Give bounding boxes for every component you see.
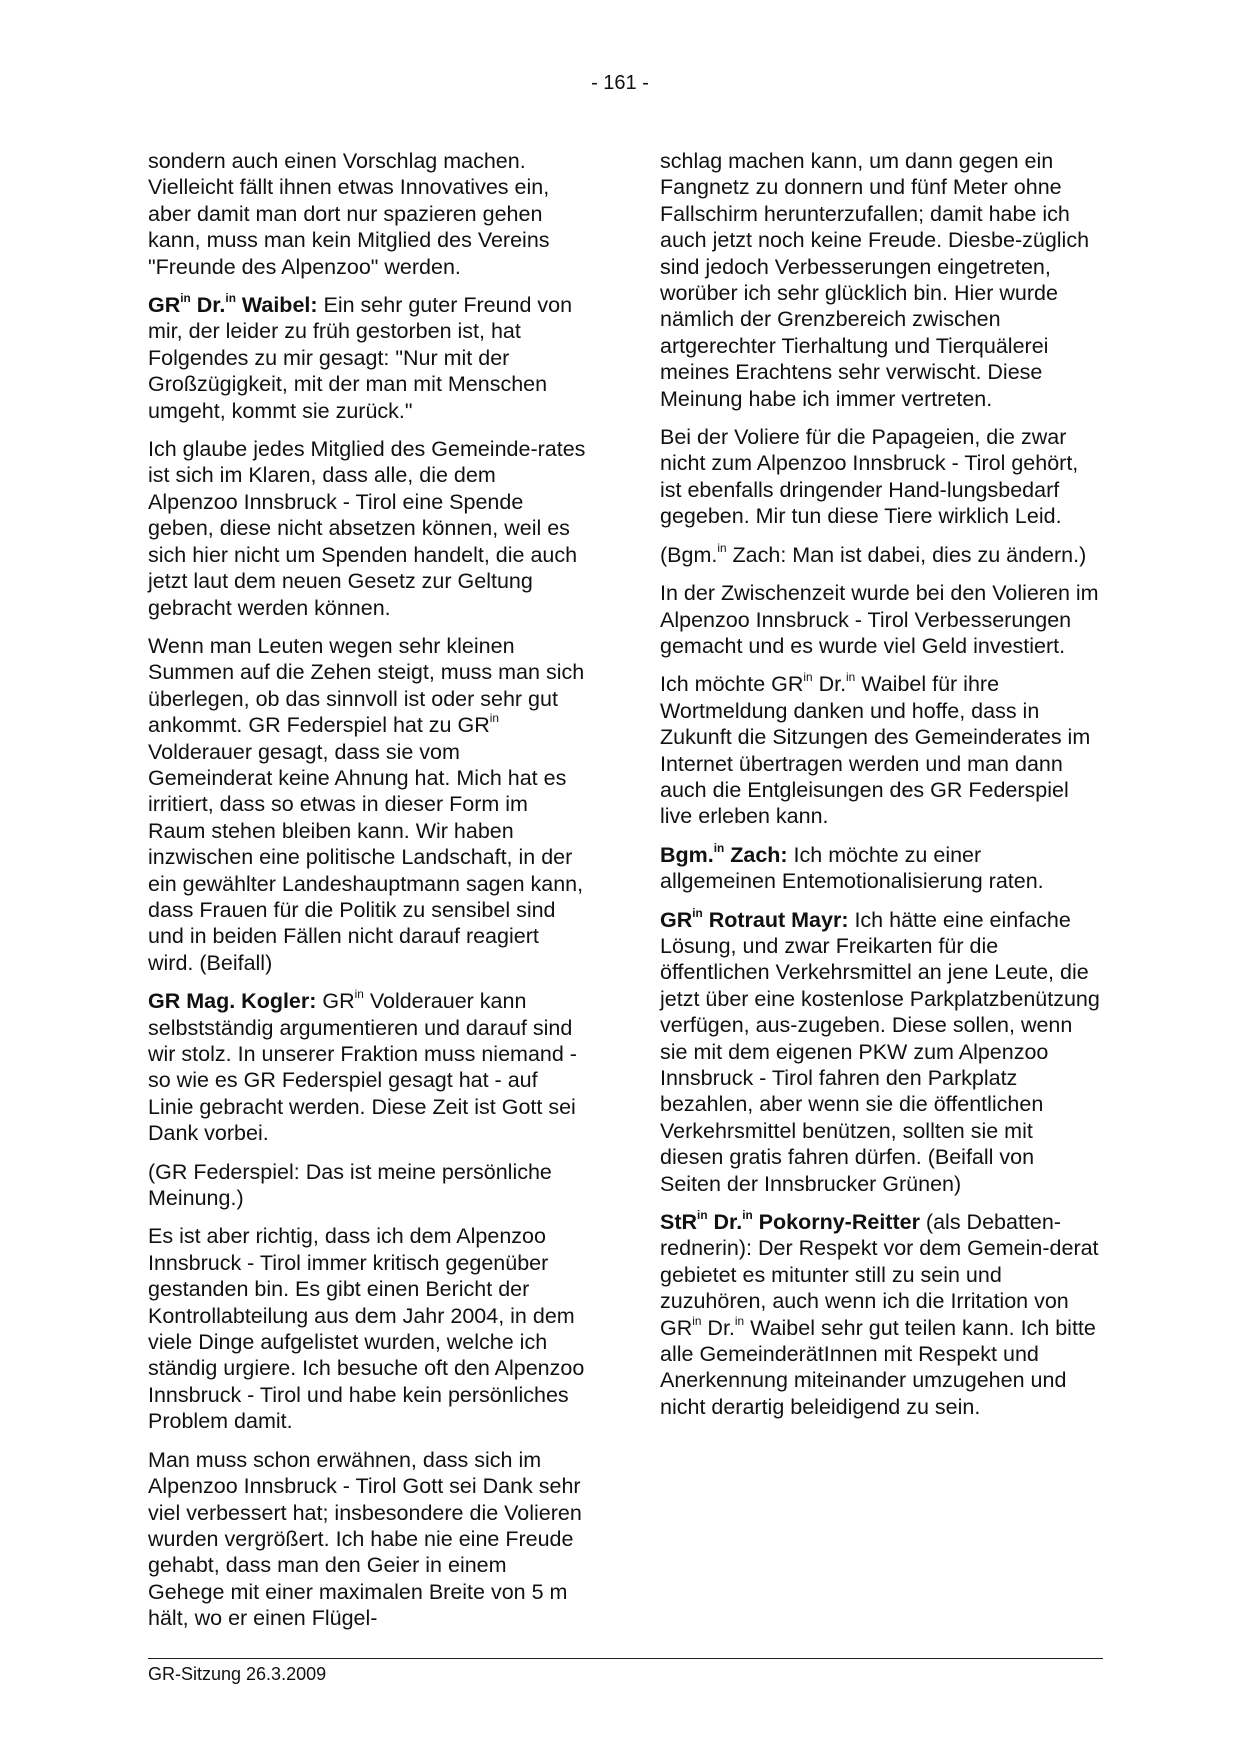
paragraph: Es ist aber richtig, dass ich dem Alpenzoo Innsbruck - Tirol immer kritisch gegenüber gestanden bin. Es gibt einen Bericht der Kontrollabteilung aus dem Jahr 2004, in dem viele Dinge aufgelistet wurden, welche ich ständig urgiere. Ich besuche oft den Alpenzoo Innsbruck - Tirol und habe kein persönliches Problem damit. <box>148 1224 585 1434</box>
paragraph: Bgm.$^{in}$ Zach: Ich möchte zu einer allgemeinen Entemotionalisierung raten. <box>660 840 1044 894</box>
speaker-name: StR$^{in}$ Dr.$^{in}$ Pokorny-Reitter <box>660 1208 920 1235</box>
paragraph: In der Zwischenzeit wurde bei den Volieren im Alpenzoo Innsbruck - Tirol Verbesserungen gemacht und es wurde viel Geld investiert. <box>660 581 1099 658</box>
paragraph: $GR^{in}$ Dr.$^{in}$ Waibel: Ein sehr guter Freund von mir, der leider zu früh gestorben ist, hat Folgendes zu mir gesagt: "Nur mit der Großzügigkeit, mit der man mit Menschen umgeht, kommt sie zurück." <box>148 291 573 423</box>
paragraph: Bei der Voliere für die Papageien, die zwar nicht zum Alpenzoo Innsbruck - Tirol gehört, ist ebenfalls dringender Hand-lungsbedarf gegeben. Mir tun diese Tiere wirklich Leid. <box>660 425 1079 529</box>
paragraph: Man muss schon erwähnen, dass sich im Alpenzoo Innsbruck - Tirol Gott sei Dank sehr viel verbessert hat; insbesondere die Volieren wurden vergrößert. Ich habe nie eine Freude gehabt, dass man den Geier in einem Gehege mit einer maximalen Breite von 5 m hält, wo er einen Flügel- <box>148 1447 582 1631</box>
speaker-name: Bgm.$^{in}$ Zach: <box>660 840 788 867</box>
paragraph: StR$^{in}$ Dr.$^{in}$ Pokorny-Reitter (als Debatten-rednerin): Der Respekt vor dem Gemein-derat gebietet es mitunter still zu sein und zuzuhören, auch wenn ich die Irritation von $GR^{in}$ Dr.$^{in}$ Waibel sehr gut teilen kann. Ich bitte alle GemeinderätInnen mit Respekt und Anerkennung miteinander umzugehen und nicht derartig beleidigend zu sein. <box>660 1208 1099 1419</box>
left-column <box>148 148 588 1632</box>
paragraph: Ich glaube jedes Mitglied des Gemeinde-rates ist sich im Klaren, dass alle, die dem Alpenzoo Innsbruck - Tirol eine Spende geben, diese nicht absetzen können, weil es sich hier nicht um Spenden handelt, die auch jetzt laut dem neuen Gesetz zur Geltung gebracht werden können. <box>148 437 586 620</box>
page-number: - 161 - <box>591 72 649 94</box>
footer-divider <box>148 1658 1103 1659</box>
paragraph: schlag machen kann, um dann gegen ein Fangnetz zu donnern und fünf Meter ohne Fallschirm herunterzufallen; damit habe ich auch jetzt noch keine Freude. Diesbe-züglich sind jedoch Verbesserungen eingetreten, worüber ich sehr glücklich bin. Hier wurde nämlich der Grenzbereich zwischen artgerechter Tierhaltung und Tierquälerei meines Erachtens sehr verwischt. Diese Meinung habe ich immer vertreten. <box>660 149 1090 411</box>
speaker-name: GR Mag. Kogler: <box>148 989 317 1014</box>
footer-text: GR-Sitzung 26.3.2009 <box>148 1664 327 1684</box>
paragraph: sondern auch einen Vorschlag machen. Vielleicht fällt ihnen etwas Innovatives ein, aber damit man dort nur spazieren gehen kann, muss man kein Mitglied des Vereins "Freunde des Alpenzoo" werden. <box>148 149 550 279</box>
paragraph: Wenn man Leuten wegen sehr kleinen Summen auf die Zehen steigt, muss man sich überlegen, ob das sinnvoll ist oder sehr gut ankommt. GR Federspiel hat zu $GR^{in}$ Volderauer gesagt, dass sie vom Gemeinderat keine Ahnung hat. Mich hat es irritiert, dass so etwas in dieser Form im Raum stehen bleiben kann. Wir haben inzwischen eine politische Landschaft, in der ein gewählter Landeshauptmann sagen kann, dass Frauen für die Politik zu sensibel sind und in beiden Fällen nicht darauf reagiert wird. (Beifall) <box>148 633 585 975</box>
paragraph: (GR Federspiel: Das ist meine persönliche Meinung.) <box>148 1159 552 1211</box>
paragraph: Ich möchte $GR^{in}$ Dr.$^{in}$ Waibel für ihre Wortmeldung danken und hoffe, dass in Zukunft die Sitzungen des Gemeinderates im Internet übertragen werden und man dann auch die Entgleisungen des GR Federspiel live erleben kann. <box>660 670 1091 829</box>
paragraph: (Bgm.$^{in}$ Zach: Man ist dabei, dies zu ändern.) <box>660 540 1087 567</box>
speaker-name: $GR^{in}$ Rotraut Mayr: <box>660 905 849 932</box>
paragraph: $GR^{in}$ Rotraut Mayr: Ich hätte eine einfache Lösung, und zwar Freikarten für die öffentlichen Verkehrsmittel an jene Leute, die jetzt über eine kostenlose Parkplatzbenützung verfügen, aus-zugeben. Diese sollen, wenn sie mit dem eigenen PKW zum Alpenzoo Innsbruck - Tirol fahren den Parkplatz bezahlen, aber wenn sie die öffentlichen Verkehrsmittel benützen, sollten sie mit diesen gratis fahren dürfen. (Beifall von Seiten der Innsbrucker Grünen) <box>660 905 1100 1196</box>
speaker-name: $GR^{in}$ Dr.$^{in}$ Waibel: <box>148 291 318 318</box>
paragraph: GR Mag. Kogler: $GR^{in}$ Volderauer kann selbstständig argumentieren und darauf sind wir stolz. In unserer Fraktion muss niemand - so wie es GR Federspiel gesagt hat - auf Linie gebracht werden. Diese Zeit ist Gott sei Dank vorbei. <box>148 987 577 1146</box>
right-column <box>660 148 1100 1420</box>
